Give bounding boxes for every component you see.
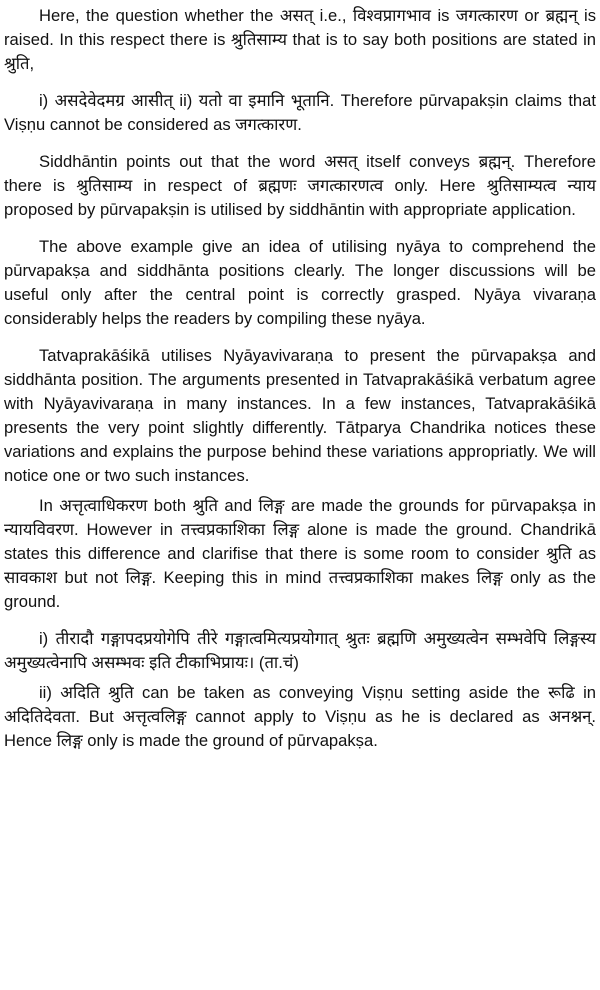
paragraph-siddhantin: Siddhāntin points out that the word असत् itself conveys ब्रह्मन्. Therefore there is श्रुतिसाम्य in respect of ब्रह्मणः जगत्कारणत्व only. Here श्रुतिसाम्यत्व न्याय proposed by pūrvapakṣin is utilised by siddhāntin with appropriate application. bbox=[4, 152, 596, 219]
paragraph-sruti-citations: i) असदेवेदमग्र आसीत् ii) यतो वा इमानि भूतानि. Therefore pūrvapakṣin claims that Viṣṇu cannot be considered as जगत्कारण. bbox=[4, 91, 596, 134]
paragraph-aditi: ii) अदिति श्रुति can be taken as conveying Viṣṇu setting aside the रूढि in अदितिदेवता. But अत्तृत्वलिङ्ग cannot apply to Viṣṇu as he is declared as अनश्नन्. Hence लिङ्ग only is made the ground of pūrvapakṣa. bbox=[4, 683, 596, 750]
paragraph-nyaya-example: The above example give an idea of utilising nyāya to comprehend the pūrvapakṣa and siddhānta positions clearly. The longer discussions will be useful only after the central point is correctly grasped. Nyāya vivaraṇa considerably helps the readers by compiling these nyāya. bbox=[4, 237, 596, 328]
paragraph-tatvaprakasika: Tatvaprakāśikā utilises Nyāyavivaraṇa to present the pūrvapakṣa and siddhānta position. The arguments presented in Tatvaprakāśikā verbatum agree with Nyāyavivaraṇa in many instances. In a few instances, Tatvaprakāśikā presents the very point slightly differently. Tātparya Chandrika notices these variations and explains the purpose behind these variations appropriatly. We will notice one or two such instances. bbox=[4, 346, 596, 485]
paragraph-tika-citation: i) तीरादौ गङ्गापदप्रयोगेपि तीरे गङ्गात्वमित्यप्रयोगात् श्रुतः ब्रह्मणि अमुख्यत्वेन सम्भवेपि लिङ्गस्य अमुख्यत्वेनापि असम्भवः इति टीकाभिप्रायः। (ता.चं) bbox=[4, 629, 596, 672]
paragraph-attrtva-adhikarana: In अत्तृत्वाधिकरण both श्रुति and लिङ्ग are made the grounds for pūrvapakṣa in न्यायविवरण. However in तत्त्वप्रकाशिका लिङ्ग alone is made the ground. Chandrikā states this difference and clarifise that there is some room to consider श्रुति as सावकाश but not लिङ्ग. Keeping this in mind तत्त्वप्रकाशिका makes लिङ्ग only as the ground. bbox=[4, 496, 596, 611]
paragraph-question: Here, the question whether the असत् i.e., विश्वप्रागभाव is जगत्कारण or ब्रह्मन् is raised. In this respect there is श्रुतिसाम्य that is to say both positions are stated in श्रुति, bbox=[4, 6, 596, 73]
